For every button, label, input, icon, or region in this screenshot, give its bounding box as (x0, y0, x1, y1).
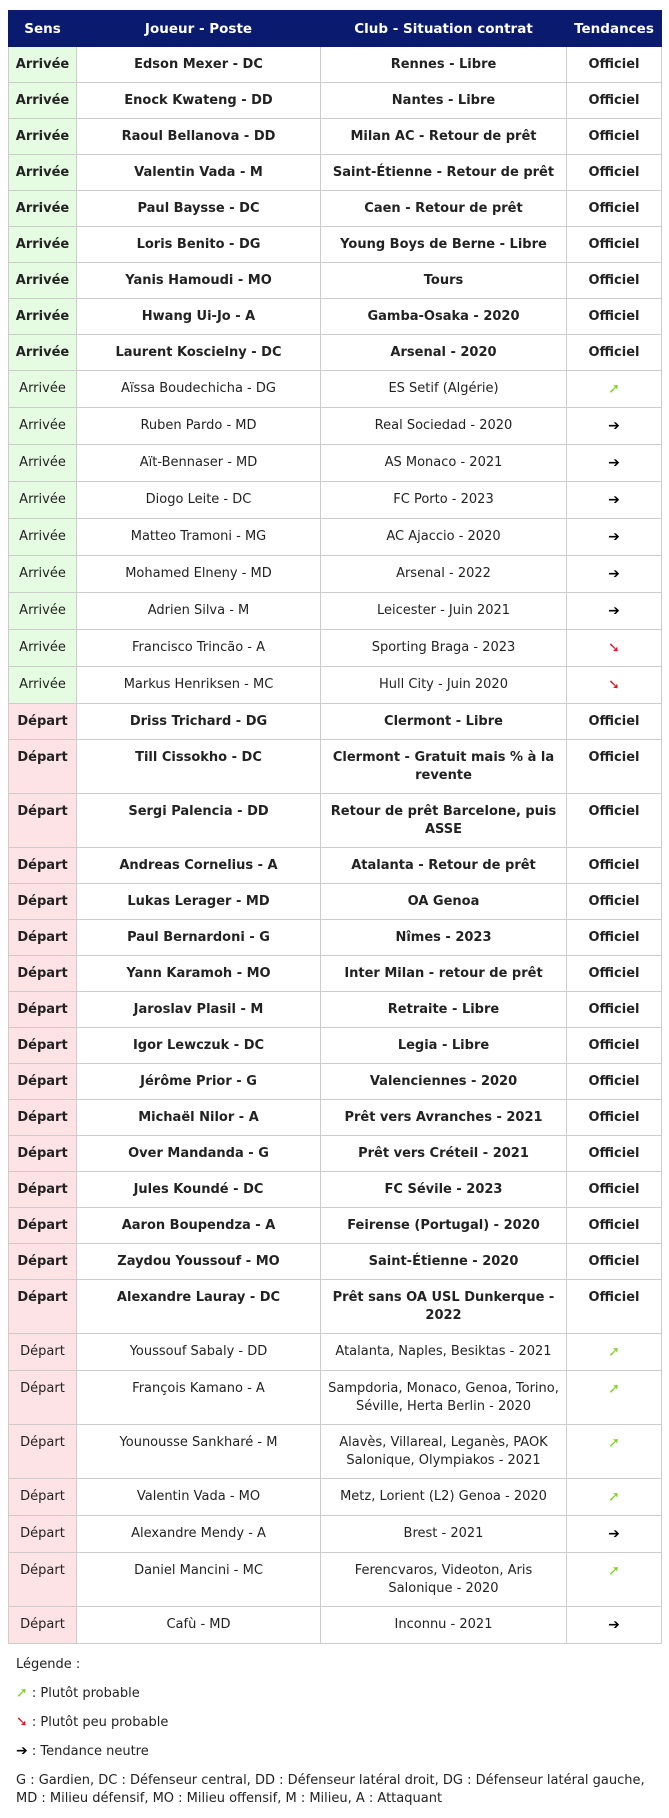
cell-tendance: Officiel (567, 794, 662, 848)
legend (8, 1644, 661, 1818)
cell-joueur-poste: Enock Kwateng - DD (77, 83, 321, 119)
cell-club-situation: Ferencvaros, Videoton, Aris Salonique - 2020 (321, 1553, 567, 1607)
cell-joueur-poste: Mohamed Elneny - MD (77, 556, 321, 593)
cell-tendance: Officiel (567, 1244, 662, 1280)
cell-sens: Départ (9, 992, 77, 1028)
cell-joueur-poste: Edson Mexer - DC (77, 47, 321, 83)
header-tendances: Tendances (567, 11, 662, 47)
cell-sens: Arrivée (9, 519, 77, 556)
cell-tendance: Officiel (567, 1208, 662, 1244)
table-row (9, 1479, 662, 1516)
arrow-down-right-icon: ➘ (608, 677, 620, 693)
table-row (9, 263, 662, 299)
cell-joueur-poste: Francisco Trincão - A (77, 630, 321, 667)
cell-tendance: Officiel (567, 335, 662, 371)
cell-sens: Départ (9, 884, 77, 920)
cell-tendance (567, 630, 662, 667)
cell-tendance (567, 593, 662, 630)
table-row (9, 1172, 662, 1208)
cell-club-situation: Alavès, Villareal, Leganès, PAOK Salonique, Olympiakos - 2021 (321, 1425, 567, 1479)
cell-tendance: Officiel (567, 992, 662, 1028)
cell-sens: Départ (9, 1371, 77, 1425)
cell-club-situation: Nîmes - 2023 (321, 920, 567, 956)
cell-club-situation: AS Monaco - 2021 (321, 445, 567, 482)
cell-tendance (567, 1479, 662, 1516)
cell-joueur-poste: François Kamano - A (77, 1371, 321, 1425)
cell-joueur-poste: Andreas Cornelius - A (77, 848, 321, 884)
table-row (9, 556, 662, 593)
arrow-down-right-icon: ➘ (16, 1714, 28, 1730)
legend-abbreviations: G : Gardien, DC : Défenseur central, DD : Défenseur latéral droit, DG : Défenseur latéral gauche, MD : Milieu défensif, MO : Milieu offensif, M : Milieu, A : Attaquant (16, 1773, 645, 1806)
transfers-table (8, 10, 662, 1644)
cell-joueur-poste: Raoul Bellanova - DD (77, 119, 321, 155)
cell-tendance: Officiel (567, 1064, 662, 1100)
cell-club-situation: Sampdoria, Monaco, Genoa, Torino, Séville, Herta Berlin - 2020 (321, 1371, 567, 1425)
legend-label-peu-probable: : Plutôt peu probable (31, 1715, 169, 1730)
cell-joueur-poste: Alexandre Lauray - DC (77, 1280, 321, 1334)
table-row (9, 920, 662, 956)
cell-tendance: Officiel (567, 263, 662, 299)
cell-tendance (567, 1516, 662, 1553)
table-row (9, 1064, 662, 1100)
cell-club-situation: Real Sociedad - 2020 (321, 408, 567, 445)
header-club-situation: Club - Situation contrat (321, 11, 567, 47)
cell-joueur-poste: Yanis Hamoudi - MO (77, 263, 321, 299)
cell-joueur-poste: Hwang Ui-Jo - A (77, 299, 321, 335)
cell-tendance (567, 667, 662, 704)
header-sens: Sens (9, 11, 77, 47)
cell-club-situation: Retraite - Libre (321, 992, 567, 1028)
table-row (9, 119, 662, 155)
cell-joueur-poste: Ruben Pardo - MD (77, 408, 321, 445)
legend-item-neutre (16, 1743, 653, 1760)
arrow-right-icon: ➔ (608, 566, 620, 582)
cell-joueur-poste: Adrien Silva - M (77, 593, 321, 630)
cell-club-situation: Clermont - Gratuit mais % à la revente (321, 740, 567, 794)
cell-sens: Arrivée (9, 119, 77, 155)
cell-tendance (567, 408, 662, 445)
cell-joueur-poste: Loris Benito - DG (77, 227, 321, 263)
cell-joueur-poste: Igor Lewczuk - DC (77, 1028, 321, 1064)
cell-joueur-poste: Zaydou Youssouf - MO (77, 1244, 321, 1280)
cell-joueur-poste: Younousse Sankharé - M (77, 1425, 321, 1479)
cell-club-situation: Prêt vers Avranches - 2021 (321, 1100, 567, 1136)
cell-club-situation: Legia - Libre (321, 1028, 567, 1064)
cell-sens: Départ (9, 740, 77, 794)
cell-sens: Arrivée (9, 445, 77, 482)
cell-club-situation: Caen - Retour de prêt (321, 191, 567, 227)
table-row (9, 227, 662, 263)
cell-joueur-poste: Lukas Lerager - MD (77, 884, 321, 920)
table-row (9, 593, 662, 630)
cell-club-situation: Valenciennes - 2020 (321, 1064, 567, 1100)
table-row (9, 704, 662, 740)
cell-sens: Départ (9, 1064, 77, 1100)
table-row (9, 191, 662, 227)
cell-club-situation: Milan AC - Retour de prêt (321, 119, 567, 155)
cell-tendance: Officiel (567, 740, 662, 794)
header-joueur-poste: Joueur - Poste (77, 11, 321, 47)
table-row (9, 1100, 662, 1136)
arrow-up-right-icon: ➚ (608, 1489, 620, 1505)
cell-tendance: Officiel (567, 956, 662, 992)
cell-club-situation: OA Genoa (321, 884, 567, 920)
table-body (9, 47, 662, 1644)
table-row (9, 445, 662, 482)
cell-tendance (567, 371, 662, 408)
cell-club-situation: FC Porto - 2023 (321, 482, 567, 519)
cell-tendance: Officiel (567, 704, 662, 740)
arrow-right-icon: ➔ (16, 1743, 28, 1759)
cell-joueur-poste: Matteo Tramoni - MG (77, 519, 321, 556)
cell-club-situation: Rennes - Libre (321, 47, 567, 83)
cell-sens: Départ (9, 1136, 77, 1172)
cell-sens: Arrivée (9, 155, 77, 191)
arrow-up-right-icon: ➚ (608, 1563, 620, 1579)
arrow-up-right-icon: ➚ (608, 1344, 620, 1360)
arrow-right-icon: ➔ (608, 1617, 620, 1633)
cell-sens: Départ (9, 848, 77, 884)
cell-club-situation: Gamba-Osaka - 2020 (321, 299, 567, 335)
cell-tendance (567, 556, 662, 593)
table-row (9, 47, 662, 83)
cell-club-situation: Prêt sans OA USL Dunkerque - 2022 (321, 1280, 567, 1334)
table-row (9, 1334, 662, 1371)
cell-joueur-poste: Aaron Boupendza - A (77, 1208, 321, 1244)
table-row (9, 630, 662, 667)
cell-sens: Départ (9, 1280, 77, 1334)
cell-sens: Départ (9, 1607, 77, 1644)
cell-joueur-poste: Jaroslav Plasil - M (77, 992, 321, 1028)
cell-joueur-poste: Daniel Mancini - MC (77, 1553, 321, 1607)
table-row (9, 83, 662, 119)
cell-club-situation: Atalanta, Naples, Besiktas - 2021 (321, 1334, 567, 1371)
cell-sens: Arrivée (9, 47, 77, 83)
cell-tendance: Officiel (567, 47, 662, 83)
cell-club-situation: Leicester - Juin 2021 (321, 593, 567, 630)
cell-tendance: Officiel (567, 848, 662, 884)
table-row (9, 992, 662, 1028)
cell-joueur-poste: Aït-Bennaser - MD (77, 445, 321, 482)
cell-club-situation: FC Sévile - 2023 (321, 1172, 567, 1208)
cell-sens: Départ (9, 920, 77, 956)
cell-tendance: Officiel (567, 1136, 662, 1172)
cell-club-situation: Feirense (Portugal) - 2020 (321, 1208, 567, 1244)
cell-sens: Arrivée (9, 227, 77, 263)
cell-tendance: Officiel (567, 191, 662, 227)
cell-sens: Départ (9, 1334, 77, 1371)
table-row (9, 1516, 662, 1553)
table-row (9, 1244, 662, 1280)
cell-sens: Arrivée (9, 263, 77, 299)
arrow-right-icon: ➔ (608, 1526, 620, 1542)
table-row (9, 155, 662, 191)
legend-label-neutre: : Tendance neutre (31, 1744, 149, 1759)
cell-tendance: Officiel (567, 83, 662, 119)
cell-sens: Départ (9, 704, 77, 740)
table-row (9, 1280, 662, 1334)
cell-tendance: Officiel (567, 1028, 662, 1064)
cell-club-situation: Young Boys de Berne - Libre (321, 227, 567, 263)
cell-joueur-poste: Yann Karamoh - MO (77, 956, 321, 992)
legend-label-probable: : Plutôt probable (31, 1686, 140, 1701)
cell-sens: Arrivée (9, 667, 77, 704)
cell-club-situation: Saint-Étienne - Retour de prêt (321, 155, 567, 191)
legend-title: Légende : (16, 1657, 81, 1672)
cell-sens: Départ (9, 1516, 77, 1553)
table-row (9, 1136, 662, 1172)
cell-sens: Départ (9, 1425, 77, 1479)
cell-joueur-poste: Laurent Koscielny - DC (77, 335, 321, 371)
table-header-row (9, 11, 662, 47)
cell-sens: Départ (9, 1172, 77, 1208)
cell-sens: Arrivée (9, 630, 77, 667)
cell-club-situation: Prêt vers Créteil - 2021 (321, 1136, 567, 1172)
cell-club-situation: AC Ajaccio - 2020 (321, 519, 567, 556)
cell-sens: Arrivée (9, 371, 77, 408)
cell-tendance: Officiel (567, 1280, 662, 1334)
cell-joueur-poste: Paul Baysse - DC (77, 191, 321, 227)
cell-tendance (567, 1334, 662, 1371)
cell-sens: Arrivée (9, 299, 77, 335)
cell-tendance (567, 1425, 662, 1479)
table-row (9, 667, 662, 704)
table-row (9, 740, 662, 794)
cell-tendance (567, 1553, 662, 1607)
cell-club-situation: Clermont - Libre (321, 704, 567, 740)
cell-tendance: Officiel (567, 920, 662, 956)
cell-tendance: Officiel (567, 119, 662, 155)
cell-joueur-poste: Over Mandanda - G (77, 1136, 321, 1172)
cell-sens: Départ (9, 1208, 77, 1244)
cell-club-situation: Tours (321, 263, 567, 299)
arrow-up-right-icon: ➚ (608, 1435, 620, 1451)
legend-item-probable (16, 1685, 653, 1702)
arrow-right-icon: ➔ (608, 418, 620, 434)
table-row (9, 956, 662, 992)
table-row (9, 794, 662, 848)
cell-joueur-poste: Youssouf Sabaly - DD (77, 1334, 321, 1371)
table-row (9, 848, 662, 884)
cell-joueur-poste: Till Cissokho - DC (77, 740, 321, 794)
arrow-right-icon: ➔ (608, 455, 620, 471)
cell-club-situation: ES Setif (Algérie) (321, 371, 567, 408)
cell-joueur-poste: Valentin Vada - MO (77, 1479, 321, 1516)
table-row (9, 299, 662, 335)
cell-tendance: Officiel (567, 299, 662, 335)
arrow-down-right-icon: ➘ (608, 640, 620, 656)
cell-tendance (567, 445, 662, 482)
cell-joueur-poste: Paul Bernardoni - G (77, 920, 321, 956)
cell-tendance (567, 1371, 662, 1425)
cell-tendance (567, 519, 662, 556)
cell-club-situation: Saint-Étienne - 2020 (321, 1244, 567, 1280)
cell-club-situation: Inconnu - 2021 (321, 1607, 567, 1644)
cell-club-situation: Nantes - Libre (321, 83, 567, 119)
cell-joueur-poste: Jérôme Prior - G (77, 1064, 321, 1100)
cell-sens: Départ (9, 1479, 77, 1516)
arrow-right-icon: ➔ (608, 529, 620, 545)
table-row (9, 1028, 662, 1064)
table-row (9, 1425, 662, 1479)
cell-joueur-poste: Driss Trichard - DG (77, 704, 321, 740)
cell-joueur-poste: Aïssa Boudechicha - DG (77, 371, 321, 408)
cell-tendance: Officiel (567, 227, 662, 263)
cell-tendance: Officiel (567, 884, 662, 920)
cell-joueur-poste: Sergi Palencia - DD (77, 794, 321, 848)
cell-club-situation: Metz, Lorient (L2) Genoa - 2020 (321, 1479, 567, 1516)
cell-joueur-poste: Valentin Vada - M (77, 155, 321, 191)
cell-sens: Arrivée (9, 556, 77, 593)
cell-sens: Départ (9, 1244, 77, 1280)
cell-sens: Départ (9, 1100, 77, 1136)
arrow-up-right-icon: ➚ (608, 381, 620, 397)
table-row (9, 884, 662, 920)
cell-club-situation: Arsenal - 2020 (321, 335, 567, 371)
table-row (9, 1208, 662, 1244)
cell-joueur-poste: Diogo Leite - DC (77, 482, 321, 519)
arrow-up-right-icon: ➚ (16, 1685, 28, 1701)
cell-sens: Départ (9, 1553, 77, 1607)
table-row (9, 1607, 662, 1644)
cell-sens: Départ (9, 1028, 77, 1064)
table-row (9, 335, 662, 371)
cell-tendance: Officiel (567, 1172, 662, 1208)
cell-club-situation: Retour de prêt Barcelone, puis ASSE (321, 794, 567, 848)
cell-club-situation: Arsenal - 2022 (321, 556, 567, 593)
cell-sens: Départ (9, 794, 77, 848)
cell-sens: Arrivée (9, 482, 77, 519)
cell-sens: Départ (9, 956, 77, 992)
cell-club-situation: Atalanta - Retour de prêt (321, 848, 567, 884)
cell-club-situation: Hull City - Juin 2020 (321, 667, 567, 704)
arrow-right-icon: ➔ (608, 603, 620, 619)
cell-joueur-poste: Cafù - MD (77, 1607, 321, 1644)
table-row (9, 519, 662, 556)
cell-joueur-poste: Alexandre Mendy - A (77, 1516, 321, 1553)
table-row (9, 371, 662, 408)
cell-club-situation: Inter Milan - retour de prêt (321, 956, 567, 992)
arrow-up-right-icon: ➚ (608, 1381, 620, 1397)
cell-sens: Arrivée (9, 335, 77, 371)
arrow-right-icon: ➔ (608, 492, 620, 508)
cell-sens: Arrivée (9, 593, 77, 630)
table-row (9, 408, 662, 445)
cell-club-situation: Sporting Braga - 2023 (321, 630, 567, 667)
cell-club-situation: Brest - 2021 (321, 1516, 567, 1553)
cell-joueur-poste: Markus Henriksen - MC (77, 667, 321, 704)
table-row (9, 1553, 662, 1607)
cell-joueur-poste: Michaël Nilor - A (77, 1100, 321, 1136)
legend-item-peu-probable (16, 1714, 653, 1731)
table-row (9, 482, 662, 519)
cell-tendance: Officiel (567, 155, 662, 191)
cell-joueur-poste: Jules Koundé - DC (77, 1172, 321, 1208)
cell-tendance: Officiel (567, 1100, 662, 1136)
cell-sens: Arrivée (9, 83, 77, 119)
table-row (9, 1371, 662, 1425)
cell-tendance (567, 482, 662, 519)
cell-sens: Arrivée (9, 408, 77, 445)
cell-sens: Arrivée (9, 191, 77, 227)
cell-tendance (567, 1607, 662, 1644)
